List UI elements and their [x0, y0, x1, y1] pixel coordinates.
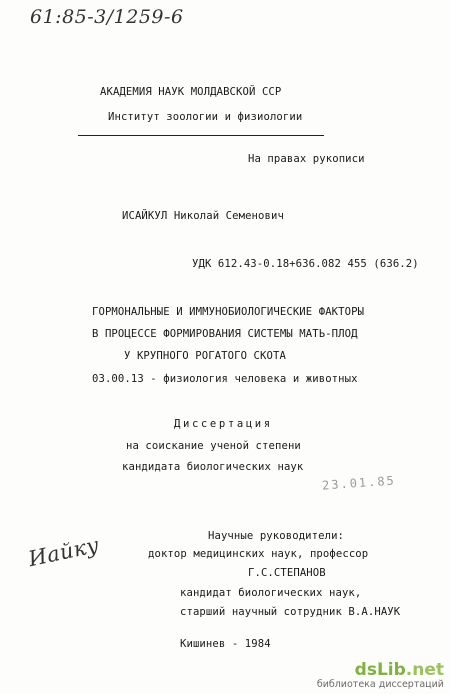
dslib-logo: [317, 661, 444, 679]
specialty-code: 03.00.13 - физиология человека и животных: [92, 373, 358, 385]
dissertation-label: Диссертация: [174, 418, 273, 430]
supervisor-1-title: доктор медицинских наук, профессор: [148, 548, 369, 560]
dslib-logo-domain: .net: [405, 660, 444, 680]
udc-code: УДК 612.43-0.18+636.082 455 (636.2): [192, 258, 419, 270]
academy-name: АКАДЕМИЯ НАУК МОЛДАВСКОЙ ССР: [100, 86, 282, 98]
institute-name: Институт зоологии и физиологии: [108, 111, 303, 123]
manuscript-note: На правах рукописи: [248, 153, 365, 165]
place-and-year: Кишинев - 1984: [180, 638, 271, 650]
dslib-subtitle: библиотека диссертаций: [316, 679, 444, 690]
title-line-1: ГОРМОНАЛЬНЫЕ И ИММУНОБИОЛОГИЧЕСКИЕ ФАКТОРЫ: [92, 306, 365, 318]
author-signature: Иайку: [26, 532, 102, 572]
dissertation-degree: кандидата биологических наук: [122, 461, 304, 473]
dslib-watermark[interactable]: [317, 661, 444, 690]
supervisor-1-name: Г.С.СТЕПАНОВ: [248, 567, 326, 579]
supervisor-2-title: кандидат биологических наук,: [180, 587, 362, 599]
author-name: ИСАЙКУЛ Николай Семенович: [122, 210, 284, 222]
archive-code: 61:85-3/1259-6: [30, 6, 184, 28]
title-line-2: В ПРОЦЕССЕ ФОРМИРОВАНИЯ СИСТЕМЫ МАТЬ-ПЛОД: [92, 328, 358, 340]
header-divider: [78, 135, 324, 136]
title-line-3: У КРУПНОГО РОГАТОГО СКОТА: [124, 350, 286, 362]
supervisors-heading: Научные руководители:: [208, 530, 345, 542]
supervisor-2-name: старший научный сотрудник В.А.НАУК: [180, 606, 401, 618]
date-stamp: 23.01.85: [321, 473, 397, 493]
dslib-logo-main: dsLib: [354, 660, 406, 680]
dissertation-purpose: на соискание ученой степени: [126, 440, 301, 452]
